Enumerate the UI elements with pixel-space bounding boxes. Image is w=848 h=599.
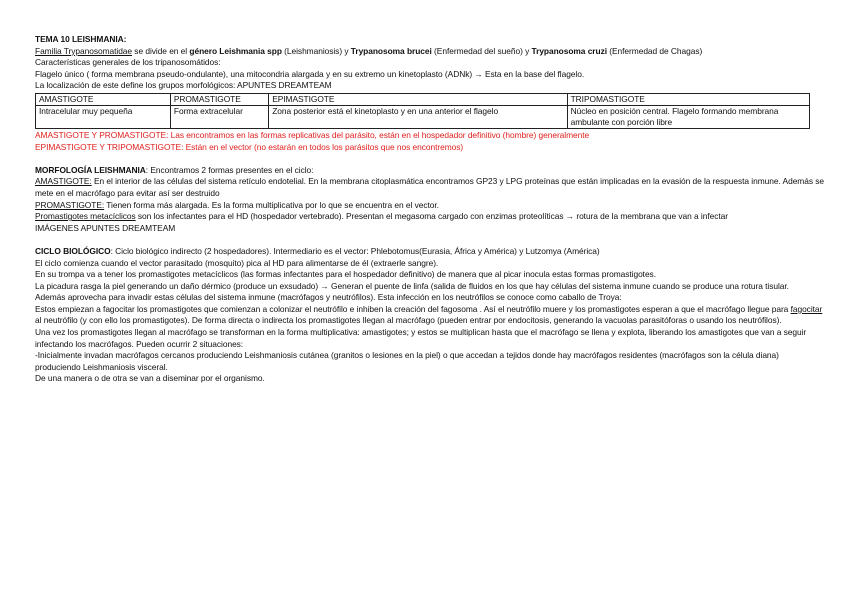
genus-leishmania: género Leishmania spp	[189, 45, 282, 56]
flagelo-paragraph: Flagelo único ( forma membrana pseudo-ondulante), una mitocondria alargada y en su extremo un kinetoplasto (ADNk) → Esta en la base del flagelo.	[35, 68, 585, 79]
ciclo-line-5b: al neutrófilo (y con ello los promastigotes). De forma directa o indirecta los promastigotes llegan al macrófago (pueden entrar por endocitosis, generando la vacuolas parasitóforas o usando los neutrófilos).	[35, 315, 782, 326]
morfologia-heading	[35, 165, 825, 177]
table-row	[36, 105, 810, 128]
ciclo-line-8: De una manera o de otra se van a diseminar por el organismo.	[35, 373, 265, 384]
fagocitar-word: fagocitar	[790, 303, 823, 314]
spacer	[35, 153, 825, 165]
ciclo-label: CICLO BIOLÓGICO	[35, 245, 111, 256]
morphology-table	[35, 93, 810, 129]
cell-tripomastigote: Núcleo en posición central. Flagelo formando membrana ambulante con porción libre	[567, 105, 809, 128]
family-name: Familia Trypanosomatidae	[35, 45, 133, 56]
metaciclicos-paragraph	[35, 211, 825, 223]
ciclo-line-5	[35, 304, 825, 327]
red-note-1: AMASTIGOTE Y PROMASTIGOTE: Las encontramos en las formas replicativas del parásito, están en el hospedador definitivo (hombre) generalmente	[35, 129, 590, 140]
species-brucei: Trypanosoma brucei	[350, 45, 432, 56]
header-amastigote: AMASTIGOTE	[36, 93, 171, 105]
promastigote-text: Tienen forma más alargada. Es la forma multiplicativa por lo que se encuentra en el vector.	[104, 199, 439, 210]
ciclo-line-2: En su trompa va a tener los promastigotes metacíclicos (las formas infectantes para el hospedador definitivo) de manera que al picar inocula estas formas promastigotes.	[35, 269, 656, 280]
header-epimastigote: EPIMASTIGOTE	[269, 93, 567, 105]
localizacion-paragraph: La localización de este define los grupos morfológicos: APUNTES DREAMTEAM	[35, 80, 332, 91]
ciclo-line-4: Además aprovecha para invadir estas células del sistema inmune (macrófagos y neutrófilos). Esta infección en los neutrófilos se conoce como caballo de Troya:	[35, 292, 622, 303]
cell-amastigote: Intracelular muy pequeña	[36, 105, 171, 128]
ciclo-heading	[35, 246, 825, 258]
morfologia-text: : Encontramos 2 formas presentes en el ciclo:	[145, 164, 314, 175]
document-title: TEMA 10 LEISHMANIA:	[35, 34, 127, 44]
intro-text-1: se divide en el	[132, 45, 190, 56]
intro-text-3: (Enfermedad del sueño) y	[431, 45, 532, 56]
characteristics-heading: Características generales de los tripanosomátidos:	[35, 57, 221, 68]
species-cruzi: Trypanosoma cruzi	[531, 45, 607, 56]
amastigote-paragraph	[35, 176, 825, 199]
imagenes-note: IMÁGENES APUNTES DREAMTEAM	[35, 222, 176, 233]
ciclo-text: : Ciclo biológico indirecto (2 hospedadores). Intermediario es el vector: Phlebotomus(Eurasia, África y América) y Lutzomya (América)	[110, 245, 600, 256]
amastigote-text: En el interior de las células del sistema retículo endotelial. En la membrana citoplasmática encontramos GP23 y LPG proteínas que están implicadas en la evasión de la respuesta inmune. Además se mete en el macrófago para evitar así ser destruido	[35, 176, 824, 198]
metaciclicos-label: Promastigotes metacíclicos	[35, 211, 136, 222]
ciclo-line-1: El ciclo comienza cuando el vector parasitado (mosquito) pica al HD para alimentarse de él (extraerle sangre).	[35, 257, 439, 268]
morfologia-label: MORFOLOGÍA LEISHMANIA	[35, 164, 146, 175]
cell-epimastigote: Zona posterior está el kinetoplasto y en una anterior el flagelo	[269, 105, 567, 128]
amastigote-label: AMASTIGOTE:	[35, 176, 92, 187]
ciclo-line-5a: Estos empiezan a fagocitar los promastigotes que comienzan a colonizar el neutrófilo e inhiben la creación del fagosoma . Así el neutrófilo muere y los promastigotes esperan a que el macrófago llegue para	[35, 303, 791, 314]
intro-paragraph	[35, 46, 825, 58]
header-tripomastigote: TRIPOMASTIGOTE	[567, 93, 809, 105]
promastigote-label: PROMASTIGOTE:	[35, 199, 105, 210]
ciclo-line-6: Una vez los promastigotes llegan al macrófago se transforman en la forma multiplicativa: amastigotes; y estos se multiplican hasta que el macrófago se llena y explota, liberando los amastigotes que van a seguir infectando los macrófagos. Pueden ocurrir 2 situaciones:	[35, 327, 807, 349]
ciclo-line-7: -Inicialmente invadan macrófagos cercanos produciendo Leishmaniosis cutánea (granitos o lesiones en la piel) o que accedan a tejidos donde hay macrófagos residentes (macrófagos son la célula diana) produciendo Leishmaniosis visceral.	[35, 350, 779, 372]
ciclo-line-3: La picadura rasga la piel generando un daño dérmico (produce un exsudado) → Generan el puente de linfa (salida de fluidos en los que hay células del sistema inmune cuando se produce una rotura tisular.	[35, 280, 789, 291]
metaciclicos-text: son los infectantes para el HD (hospedador vertebrado). Presentan el megasoma cargado con enzimas proteolíticas → rotura de la membrana que van a infectar	[135, 211, 728, 222]
red-note-2: EPIMASTIGOTE Y TRIPOMASTIGOTE: Están en el vector (no estarán en todos los parásitos que nos encontremos)	[35, 141, 464, 152]
spacer	[35, 234, 825, 246]
promastigote-paragraph	[35, 200, 825, 212]
intro-text-2: (Leishmaniosis) y	[281, 45, 351, 56]
document-body	[35, 34, 825, 385]
cell-promastigote: Forma extracelular	[170, 105, 268, 128]
table-header-row	[36, 93, 810, 105]
intro-text-4: (Enfermedad de Chagas)	[607, 45, 703, 56]
header-promastigote: PROMASTIGOTE	[170, 93, 268, 105]
